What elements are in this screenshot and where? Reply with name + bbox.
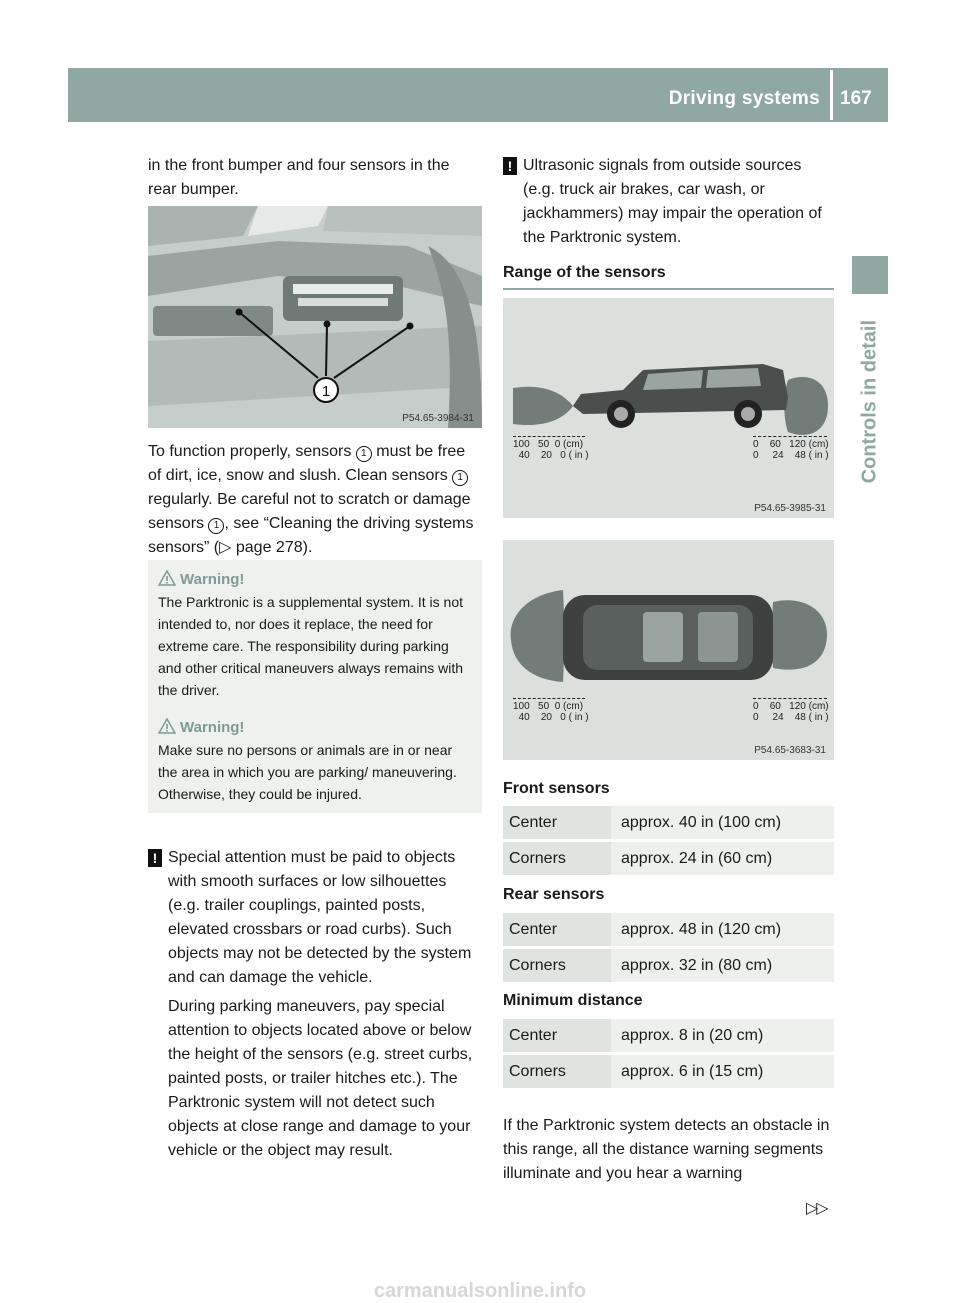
side-tab-marker	[852, 256, 888, 294]
row-value: approx. 40 in (100 cm)	[621, 814, 782, 831]
continue-icon: ▷▷	[806, 1200, 827, 1217]
row-value: approx. 48 in (120 cm)	[621, 921, 782, 938]
row-value: approx. 6 in (15 cm)	[621, 1063, 764, 1080]
figure-code: P54.65-3985-31	[754, 503, 826, 514]
top-view-range-figure	[503, 540, 834, 760]
scale-label: 20	[540, 712, 552, 723]
scale-label: 0 ( in )	[560, 450, 589, 461]
scale-label: 50	[538, 439, 550, 450]
text-part: To function properly, sensors	[148, 443, 356, 460]
warning-title: Warning!	[180, 571, 245, 588]
scale-label: 0	[753, 439, 759, 450]
callout-1-icon	[208, 518, 224, 534]
scale-label: 0 ( in )	[560, 712, 589, 723]
scale-left	[513, 698, 589, 723]
scale-label: 20	[540, 450, 552, 461]
row-label: Corners	[503, 842, 611, 875]
range-section-title: Range of the sensors	[503, 264, 666, 281]
text-part: page 278).	[231, 539, 313, 556]
table-row	[503, 806, 834, 839]
note-text: Special attention must be paid to objects with smooth surfaces or low silhouettes (e.g. trailer couplings, painted posts, elevated crossbars or road curbs). Such objects may not be detected by the system and can damage the vehicle.	[168, 849, 472, 986]
front-sensors-title: Front sensors	[503, 780, 610, 797]
warning-text: The Parktronic is a supplemental system. It is not intended to, nor does it replace, the need for extreme care. The responsibility during parking and other critical maneuvers always remains with the driver.	[158, 594, 464, 698]
row-value: approx. 32 in (80 cm)	[621, 957, 773, 974]
scale-label: 48 ( in )	[794, 712, 829, 723]
table-row	[503, 842, 834, 875]
rear-sensors-title: Rear sensors	[503, 886, 605, 903]
warning-box-1	[148, 560, 482, 709]
scale-label: 40	[518, 712, 530, 723]
callout-1-icon	[356, 446, 372, 462]
note-block	[148, 846, 482, 1163]
table-row	[503, 949, 834, 982]
minimum-distance-table	[503, 1019, 834, 1091]
page-number: 167	[840, 88, 872, 109]
note-text: Ultrasonic signals from outside sources (e.g. truck air brakes, car wash, or jackhammers) may impair the operation of the Parktronic system.	[523, 157, 822, 246]
warning-title: Warning!	[180, 719, 245, 736]
header-divider	[830, 70, 833, 120]
text-part: must be free of dirt, ice, snow and slush. Clean sensors	[148, 443, 466, 484]
text-part: , see “Cleaning the driving systems sensors” (	[148, 515, 474, 556]
note-text-2: During parking maneuvers, pay special attention to objects located above or below the height of the sensors (e.g. street curbs, painted posts, or trailer hitches etc.). The Parktronic system will not detect such objects at close range and damage to your vehicle or the object may result.	[168, 998, 473, 1159]
side-tab-label-wrap	[850, 320, 890, 800]
scale-left	[513, 436, 589, 461]
scale-label: 100	[513, 439, 530, 450]
scale-label: 48 ( in )	[794, 450, 829, 461]
table-row	[503, 1019, 834, 1052]
scale-label: 40	[518, 450, 530, 461]
scale-label: 0 (cm)	[554, 439, 584, 450]
scale-label: 100	[513, 701, 530, 712]
text-part: regularly. Be careful not to scratch or damage sensors	[148, 491, 471, 532]
scale-label: 50	[538, 701, 550, 712]
note-icon: !	[148, 849, 162, 867]
row-label: Corners	[503, 1055, 611, 1088]
callout-1-icon	[452, 470, 468, 486]
figure-code: P54.65-3984-31	[402, 413, 474, 424]
scale-label: 60	[769, 701, 781, 712]
page-ref-arrow-icon: ▷	[219, 539, 232, 556]
scale-label: 24	[772, 712, 784, 723]
scale-label: 0	[753, 701, 759, 712]
side-view-diagram	[503, 298, 834, 518]
scale-right	[753, 436, 829, 461]
intro-text: in the front bumper and four sensors in the rear bumper.	[148, 157, 450, 198]
row-value: approx. 8 in (20 cm)	[621, 1027, 764, 1044]
scale-label: 120 (cm)	[789, 439, 829, 450]
bumper-illustration	[148, 206, 482, 428]
callout-number: 1	[213, 520, 220, 531]
warning-triangle-icon	[158, 718, 176, 734]
warning-triangle-icon	[158, 570, 176, 586]
table-row	[503, 913, 834, 946]
scale-label: 0	[753, 712, 759, 723]
row-label: Corners	[503, 949, 611, 982]
callout-1: 1	[321, 383, 331, 400]
warning-text: Make sure no persons or animals are in or near the area in which you are parking/ maneuvering. Otherwise, they could be injured.	[158, 742, 457, 802]
row-value: approx. 24 in (60 cm)	[621, 850, 773, 867]
side-tab-label: Controls in detail	[858, 320, 881, 484]
front-sensors-table	[503, 806, 834, 878]
row-label: Center	[503, 1019, 611, 1052]
minimum-distance-title: Minimum distance	[503, 992, 643, 1009]
row-label: Center	[503, 806, 611, 839]
top-view-diagram	[503, 540, 834, 760]
section-title-header: Driving systems	[668, 88, 820, 109]
scale-label: 0 (cm)	[554, 701, 584, 712]
row-label: Center	[503, 913, 611, 946]
bumper-sensor-figure	[148, 206, 482, 428]
scale-label: 120 (cm)	[789, 701, 829, 712]
rear-sensors-table	[503, 913, 834, 985]
callout-number: 1	[361, 448, 367, 459]
closing-paragraph: If the Parktronic system detects an obstacle in this range, all the distance warning segments illuminate and you hear a warning	[503, 1117, 830, 1182]
table-row	[503, 1055, 834, 1088]
sensor-care-paragraph	[148, 440, 482, 560]
section-rule	[503, 288, 834, 290]
callout-number: 1	[457, 472, 463, 483]
watermark: carmanualsonline.info	[373, 1280, 587, 1302]
note-icon: !	[503, 157, 517, 175]
scale-label: 24	[772, 450, 784, 461]
scale-right	[753, 698, 829, 723]
figure-code: P54.65-3683-31	[754, 745, 826, 756]
warning-box-2	[148, 708, 482, 813]
ultrasonic-note	[503, 154, 834, 250]
side-view-range-figure	[503, 298, 834, 518]
scale-label: 60	[769, 439, 781, 450]
scale-label: 0	[753, 450, 759, 461]
